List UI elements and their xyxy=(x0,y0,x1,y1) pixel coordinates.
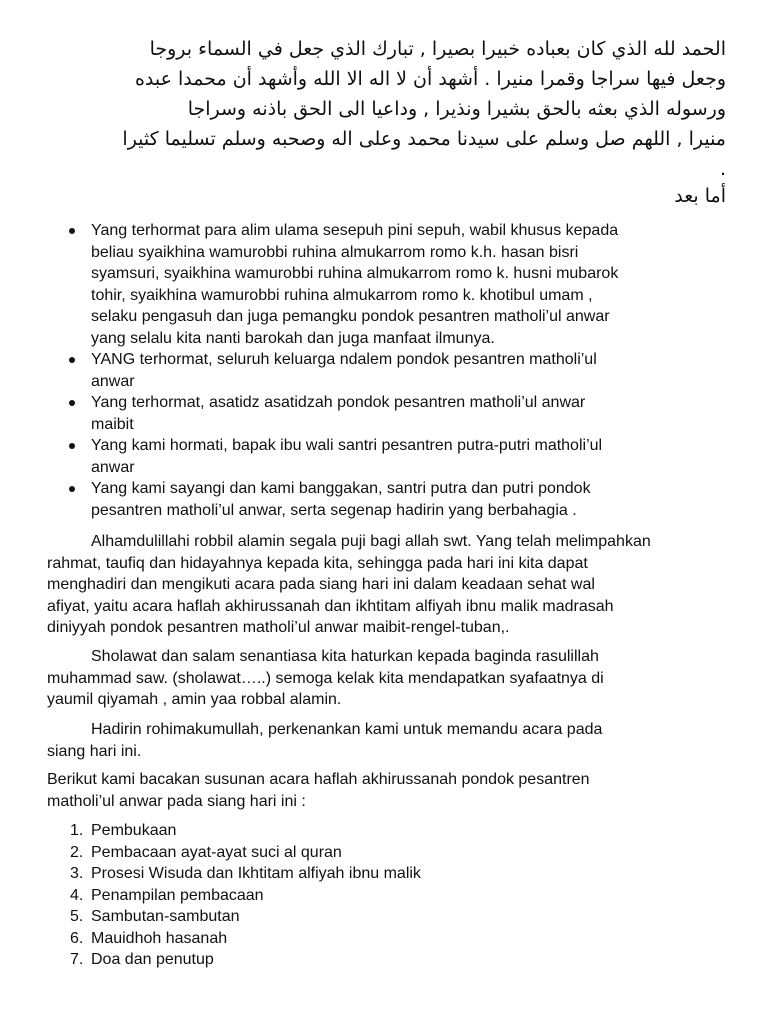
bullet-icon xyxy=(69,400,75,406)
greeting-list xyxy=(48,220,738,521)
greeting-line: beliau syaikhina wamurobbi ruhina almukarrom romo k.h. hasan bisri xyxy=(91,243,579,261)
greeting-line: selaku pengasuh dan juga pemangku pondok pesantren matholi’ul anwar xyxy=(91,308,610,325)
arabic-line: ورسوله الذي بعثه بالحق بشيرا ونذيرا , وداعيا الى الحق باذنه وسراجا xyxy=(187,98,726,120)
greeting-line: tohir, syaikhina wamurobbi ruhina almukarrom romo k. khotibul umam , xyxy=(91,286,593,304)
arabic-opening xyxy=(46,34,726,184)
bullet-icon xyxy=(69,228,75,234)
agenda-item xyxy=(48,842,738,864)
agenda-label: Pembacaan ayat-ayat suci al quran xyxy=(91,843,342,861)
agenda-label: Doa dan penutup xyxy=(91,951,214,968)
paragraph-line: yaumil qiyamah , amin yaa robbal alamin. xyxy=(47,691,342,708)
greeting-item xyxy=(48,349,738,392)
agenda-label: Penampilan pembacaan xyxy=(91,886,264,904)
bullet-icon xyxy=(69,443,75,449)
paragraph-line: Sholawat dan salam senantiasa kita haturkan kepada baginda rasulillah xyxy=(91,648,599,665)
paragraph-line: muhammad saw. (sholawat…..) semoga kelak kita mendapatkan syafaatnya di xyxy=(47,669,604,687)
agenda-label: Pembukaan xyxy=(91,822,177,839)
amma-badu: أما بعد xyxy=(674,185,726,207)
paragraph-sholawat xyxy=(47,646,737,711)
greeting-line: maibit xyxy=(91,415,134,433)
agenda-label: Mauidhoh hasanah xyxy=(91,929,228,947)
agenda-item xyxy=(48,863,738,885)
bullet-icon xyxy=(69,486,75,492)
greeting-line: anwar xyxy=(91,372,135,390)
paragraph-line: siang hari ini. xyxy=(47,742,142,760)
agenda-item xyxy=(48,885,738,907)
greeting-line: YANG terhormat, seluruh keluarga ndalem pondok pesantren matholi’ul xyxy=(91,351,597,368)
greeting-line: Yang kami hormati, bapak ibu wali santri pesantren putra-putri matholi’ul xyxy=(91,437,603,454)
agenda-number: 5. xyxy=(70,908,84,925)
agenda-number: 4. xyxy=(70,886,84,904)
agenda-label: Sambutan-sambutan xyxy=(91,908,240,925)
paragraph-line: afiyat, yaitu acara haflah akhirussanah dan ikhtitam alfiyah ibnu malik madrasah xyxy=(47,597,614,615)
greeting-line: Yang terhormat, asatidz asatidzah pondok pesantren matholi’ul anwar xyxy=(91,394,586,411)
agenda-item xyxy=(48,949,738,971)
agenda-item xyxy=(48,906,738,928)
greeting-line: Yang terhormat para alim ulama sesepuh pini sepuh, wabil khusus kepada xyxy=(91,222,619,239)
agenda-number: 2. xyxy=(70,843,84,861)
agenda-number: 3. xyxy=(70,865,84,882)
greeting-item xyxy=(48,435,738,478)
greeting-line: anwar xyxy=(91,458,135,476)
greeting-line: yang selalu kita nanti barokah dan juga manfaat ilmunya. xyxy=(91,329,495,347)
bullet-icon xyxy=(69,357,75,363)
arabic-line: الحمد لله الذي كان بعباده خبيرا بصيرا , تبارك الذي جعل في السماء بروجا xyxy=(149,38,726,60)
greeting-line: Yang kami sayangi dan kami banggakan, santri putra dan putri pondok xyxy=(91,480,591,497)
agenda-list xyxy=(48,820,738,971)
paragraph-berikut xyxy=(47,769,737,812)
paragraph-line: diniyyah pondok pesantren matholi’ul anwar maibit-rengel-tuban,. xyxy=(47,619,510,636)
greeting-item xyxy=(48,220,738,349)
agenda-item xyxy=(48,820,738,842)
arabic-line: وجعل فيها سراجا وقمرا منيرا . أشهد أن لا اله الا الله وأشهد أن محمدا عبده xyxy=(134,68,726,90)
agenda-label: Prosesi Wisuda dan Ikhtitam alfiyah ibnu malik xyxy=(91,865,421,882)
agenda-number: 6. xyxy=(70,929,84,947)
arabic-line: منيرا , اللهم صل وسلم على سيدنا محمد وعلى اله وصحبه وسلم تسليما كثيرا xyxy=(122,128,726,150)
paragraph-line: matholi’ul anwar pada siang hari ini : xyxy=(47,792,306,810)
greeting-line: syamsuri, syaikhina wamurobbi ruhina almukarrom romo k. husni mubarok xyxy=(91,265,619,282)
agenda-number: 7. xyxy=(70,951,84,968)
agenda-number: 1. xyxy=(70,822,84,839)
greeting-line: pesantren matholi’ul anwar, serta segenap hadirin yang berbahagia . xyxy=(91,501,577,519)
paragraph-line: Berikut kami bacakan susunan acara haflah akhirussanah pondok pesantren xyxy=(47,771,590,788)
paragraph-hadirin xyxy=(47,719,737,762)
arabic-line: . xyxy=(719,158,726,180)
paragraph-line: rahmat, taufiq dan hidayahnya kepada kita, sehingga pada hari ini kita dapat xyxy=(47,554,588,572)
paragraph-line: menghadiri dan mengikuti acara pada siang hari ini dalam keadaan sehat wal xyxy=(47,576,595,593)
agenda-item xyxy=(48,928,738,950)
paragraph-line: Alhamdulillahi robbil alamin segala puji bagi allah swt. Yang telah melimpahkan xyxy=(91,533,651,550)
greeting-item xyxy=(48,478,738,521)
paragraph-line: Hadirin rohimakumullah, perkenankan kami untuk memandu acara pada xyxy=(91,721,603,738)
paragraph-alhamdulillah xyxy=(47,531,737,639)
greeting-item xyxy=(48,392,738,435)
